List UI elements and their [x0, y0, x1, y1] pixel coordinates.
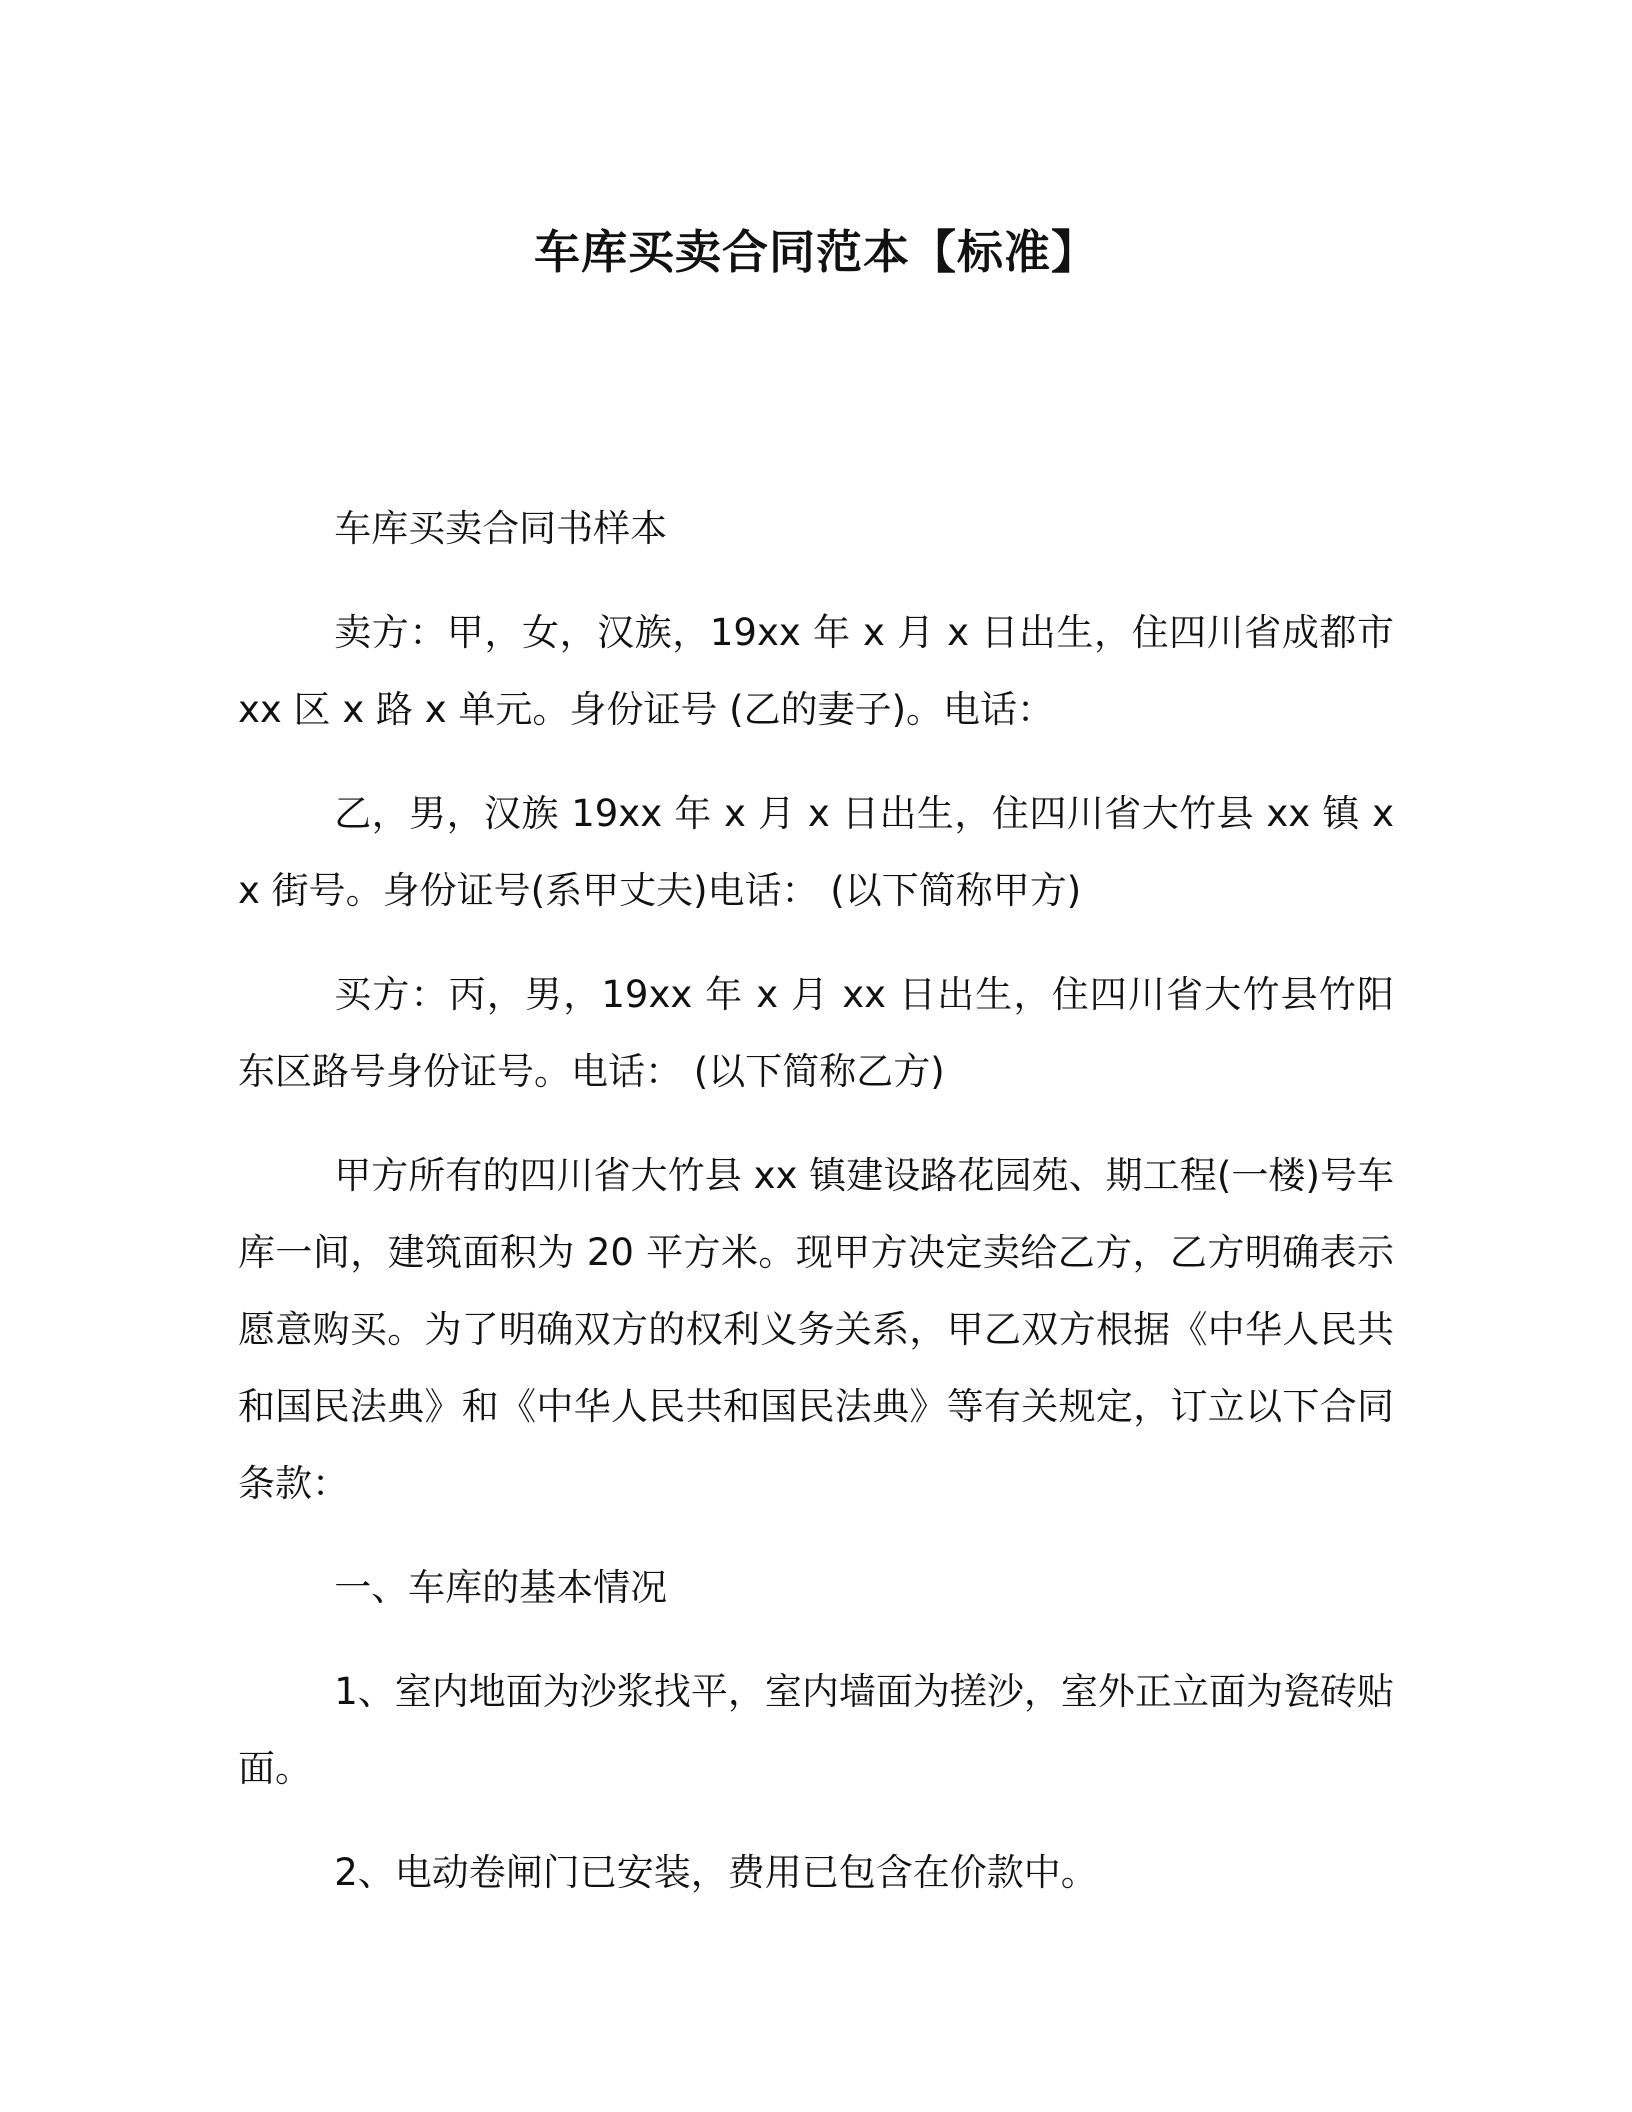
seller-paragraph-1: 卖方：甲，女，汉族，19xx 年 x 月 x 日出生，住四川省成都市 xx 区 x 路 x 单元。身份证号 (乙的妻子)。电话： — [238, 611, 1394, 731]
preamble-paragraph: 甲方所有的四川省大竹县 xx 镇建设路花园苑、期工程(一楼)号车库一间，建筑面积为 20 平方米。现甲方决定卖给乙方，乙方明确表示愿意购买。为了明确双方的权利义务关系，甲乙双方根据《中华人民共和国民法典》和《中华人民共和国民法典》等有关规定，订立以下合同条款： — [238, 1154, 1394, 1505]
document-body — [238, 490, 1394, 1938]
seller-paragraph-2: 乙，男，汉族 19xx 年 x 月 x 日出生，住四川省大竹县 xx 镇 xx 街号。身份证号(系甲丈夫)电话： (以下简称甲方) — [238, 792, 1394, 912]
clause-2: 2、电动卷闸门已安装，费用已包含在价款中。 — [334, 1851, 1098, 1894]
buyer-paragraph: 买方：丙，男，19xx 年 x 月 xx 日出生，住四川省大竹县竹阳东区路号身份证号。电话： (以下简称乙方) — [238, 973, 1394, 1093]
clause-1: 1、室内地面为沙浆找平，室内墙面为搓沙，室外正立面为瓷砖贴面。 — [238, 1670, 1394, 1790]
section-heading-1: 一、车库的基本情况 — [334, 1566, 668, 1609]
contract-subtitle: 车库买卖合同书样本 — [334, 507, 668, 550]
document-title: 车库买卖合同范本【标准】 — [534, 225, 1098, 279]
